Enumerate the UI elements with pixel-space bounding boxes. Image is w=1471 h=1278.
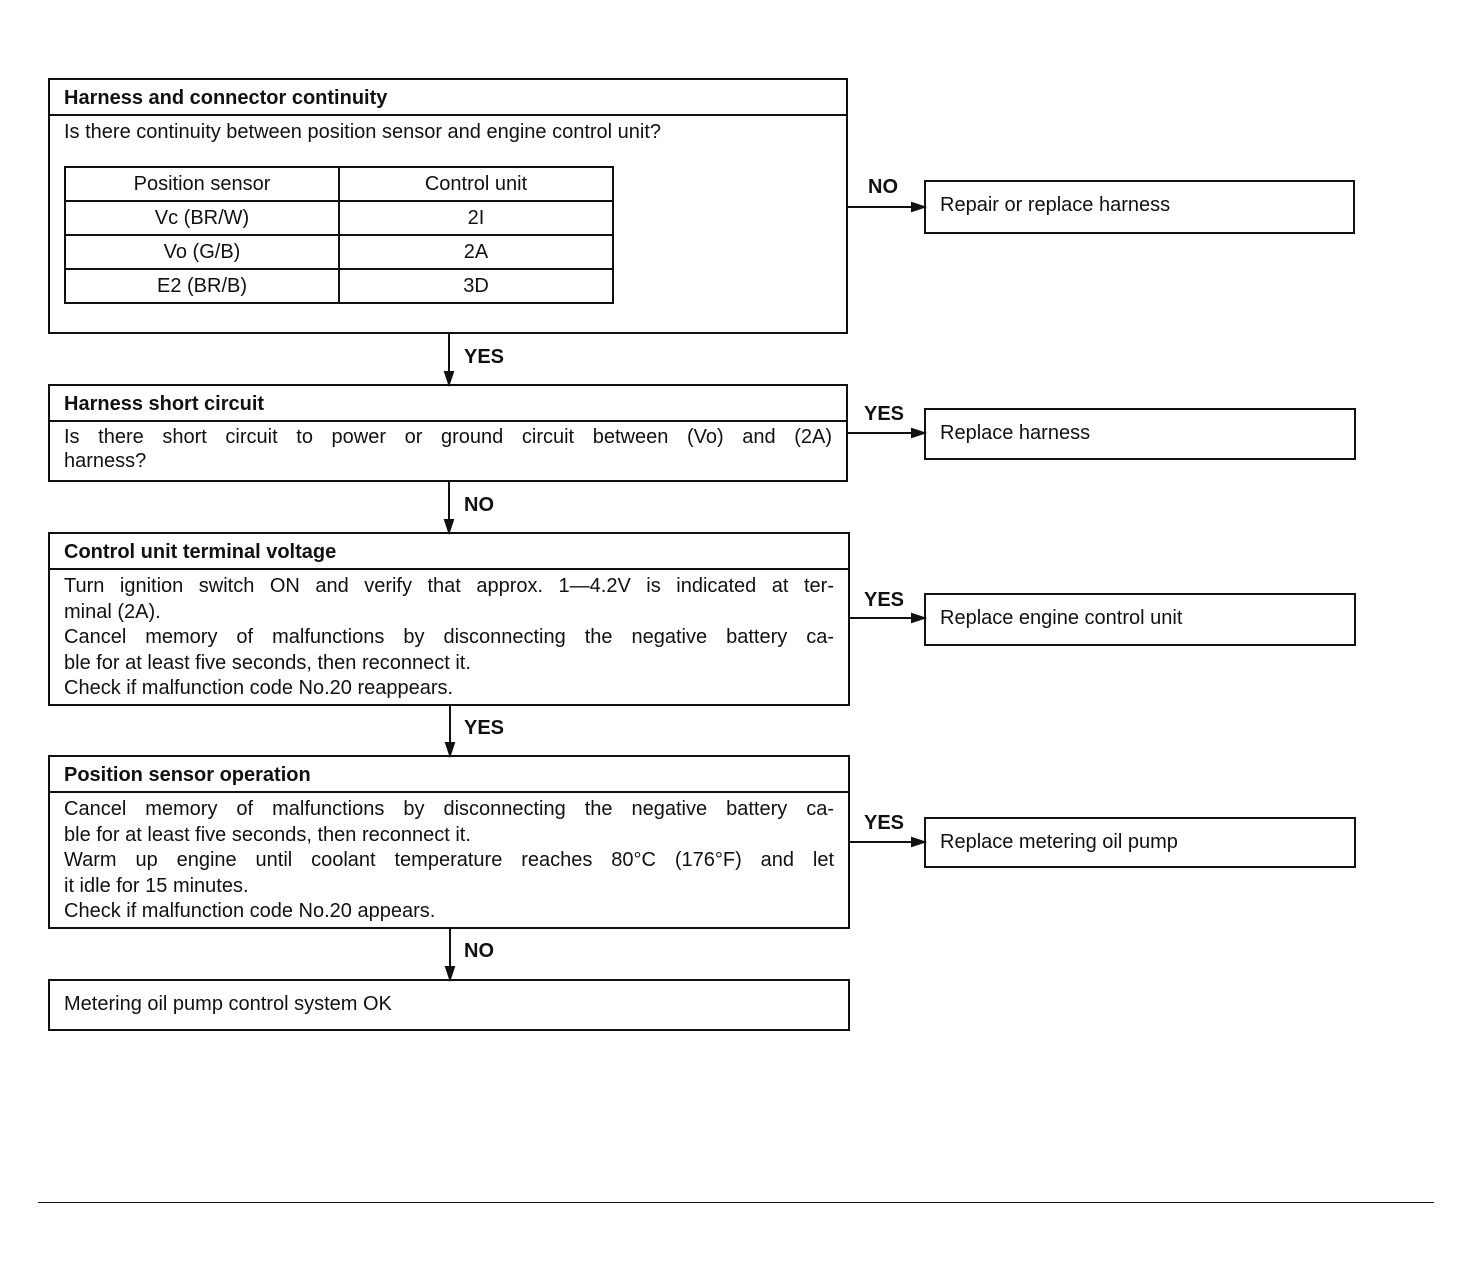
action-replace-harness: Replace harness (924, 408, 1356, 460)
page-divider (38, 1202, 1434, 1203)
branch-label-no: NO (868, 176, 898, 198)
table-cell: 3D (339, 269, 613, 303)
table-cell: 2I (339, 201, 613, 235)
action-replace-pump: Replace metering oil pump (924, 817, 1356, 868)
table-header-cell: Control unit (339, 167, 613, 201)
table-cell: Vc (BR/W) (65, 201, 339, 235)
step-title: Harness and connector continuity (50, 80, 846, 116)
step-instructions: Cancel memory of malfunctions by disconnecting the negative battery ca- ble for at least five seconds, then reconnect it. Warm up engine until coolant temperature reaches 80°C (176°F) and let it idle for 15 minutes. Check if malfunction code No.20 appears. (64, 798, 834, 922)
arrowhead-right (912, 838, 924, 846)
step-question: Is there short circuit to power or ground circuit between (Vo) and (2A) harness? (64, 426, 832, 472)
action-repair-harness: Repair or replace harness (924, 180, 1355, 234)
arrowhead-down (445, 372, 453, 384)
final-result: Metering oil pump control system OK (48, 979, 850, 1031)
table-cell: Vo (G/B) (65, 235, 339, 269)
flow-label-no: NO (464, 494, 494, 516)
arrowhead-right (912, 614, 924, 622)
arrowhead-down (446, 743, 454, 755)
step-instructions: Turn ignition switch ON and verify that approx. 1—4.2V is indicated at ter- minal (2A). Cancel memory of malfunctions by disconnecting the negative battery ca- ble for at least five seconds, then reconnect it. Check if malfunction code No.20 reappears. (64, 575, 834, 699)
branch-label-yes: YES (864, 589, 905, 611)
table-header-cell: Position sensor (65, 167, 339, 201)
arrowhead-right (912, 429, 924, 437)
branch-label-yes: YES (864, 812, 905, 834)
table-cell: 2A (339, 235, 613, 269)
flow-label-no: NO (464, 940, 494, 962)
arrowhead-down (446, 967, 454, 979)
step-question: Is there continuity between position sensor and engine control unit? (64, 121, 662, 143)
step-title: Harness short circuit (50, 386, 846, 422)
flow-label-yes: YES (464, 346, 505, 368)
table-cell: E2 (BR/B) (65, 269, 339, 303)
action-replace-ecu: Replace engine control unit (924, 593, 1356, 646)
step-title: Control unit terminal voltage (50, 534, 848, 570)
arrowhead-right (912, 203, 924, 211)
step-title: Position sensor operation (50, 757, 848, 793)
branch-label-yes: YES (864, 403, 905, 425)
arrowhead-down (445, 520, 453, 532)
flow-label-yes: YES (464, 717, 505, 739)
